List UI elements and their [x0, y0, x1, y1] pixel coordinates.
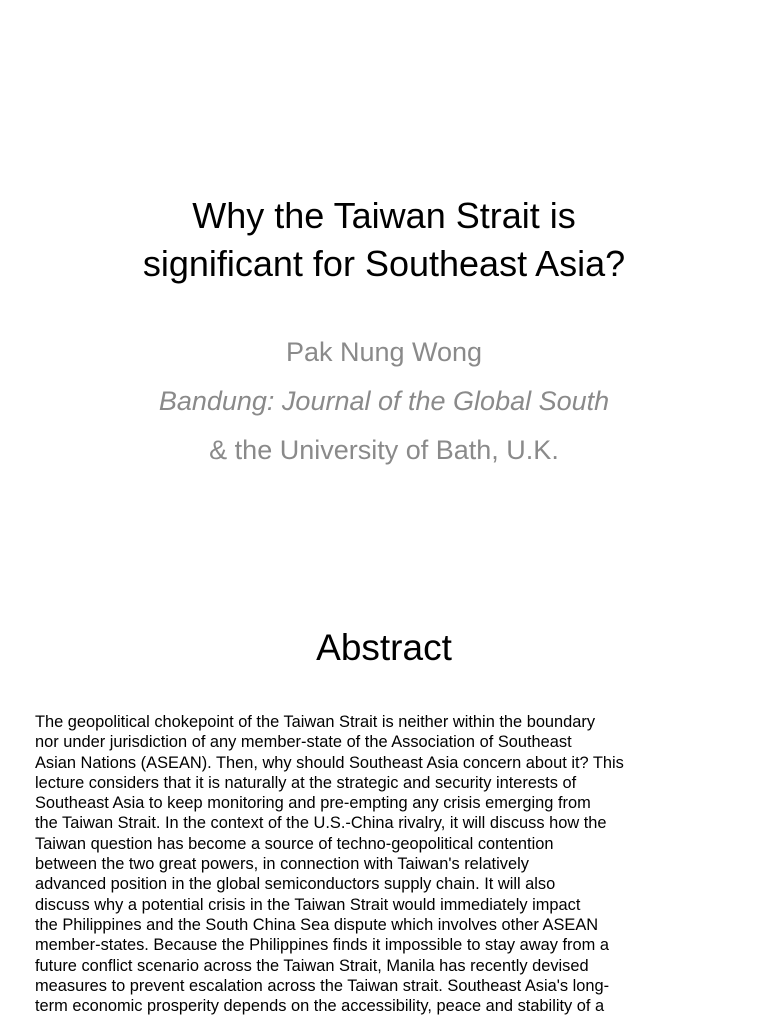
abstract-line: Southeast Asia to keep monitoring and pre-empting any crisis emerging from [35, 794, 591, 813]
abstract-line: The geopolitical chokepoint of the Taiwan Strait is neither within the boundary [35, 713, 596, 731]
abstract-line: advanced position in the global semiconductors supply chain. It will also [35, 875, 556, 894]
abstract-heading: Abstract [316, 627, 452, 668]
abstract-line: lecture considers that it is naturally at the strategic and security interests of [35, 773, 577, 792]
abstract-line: nor under jurisdiction of any member-state of the Association of Southeast [35, 733, 572, 752]
abstract-line: term economic prosperity depends on the accessibility, peace and stability of a [35, 997, 605, 1016]
abstract-line: member-states. Because the Philippines finds it impossible to stay away from a [35, 936, 609, 955]
abstract-line: discuss why a potential crisis in the Taiwan Strait would immediately impact [35, 895, 581, 914]
author-affiliation-journal: Bandung: Journal of the Global South [158, 386, 610, 416]
title-line-1: Why the Taiwan Strait is [192, 195, 576, 236]
abstract-line: Taiwan question has become a source of techno-geopolitical contention [35, 834, 554, 853]
author-name: Pak Nung Wong [285, 337, 483, 367]
page-title [40, 192, 728, 288]
author-block [40, 328, 728, 475]
abstract-line: measures to prevent escalation across the Taiwan strait. Southeast Asia's long- [35, 976, 610, 995]
abstract-line: the Philippines and the South China Sea dispute which involves other ASEAN [35, 915, 599, 934]
title-line-2: significant for Southeast Asia? [142, 243, 626, 284]
author-affiliation-university: & the University of Bath, U.K. [209, 435, 559, 465]
abstract-line: Asian Nations (ASEAN). Then, why should Southeast Asia concern about it? This [35, 753, 624, 772]
abstract-line: the Taiwan Strait. In the context of the U.S.-China rivalry, it will discuss how the [35, 814, 607, 833]
abstract-line: future conflict scenario across the Taiwan Strait, Manila has recently devised [35, 956, 589, 975]
abstract-line: between the two great powers, in connection with Taiwan's relatively [35, 855, 529, 874]
abstract-body [35, 712, 727, 1016]
